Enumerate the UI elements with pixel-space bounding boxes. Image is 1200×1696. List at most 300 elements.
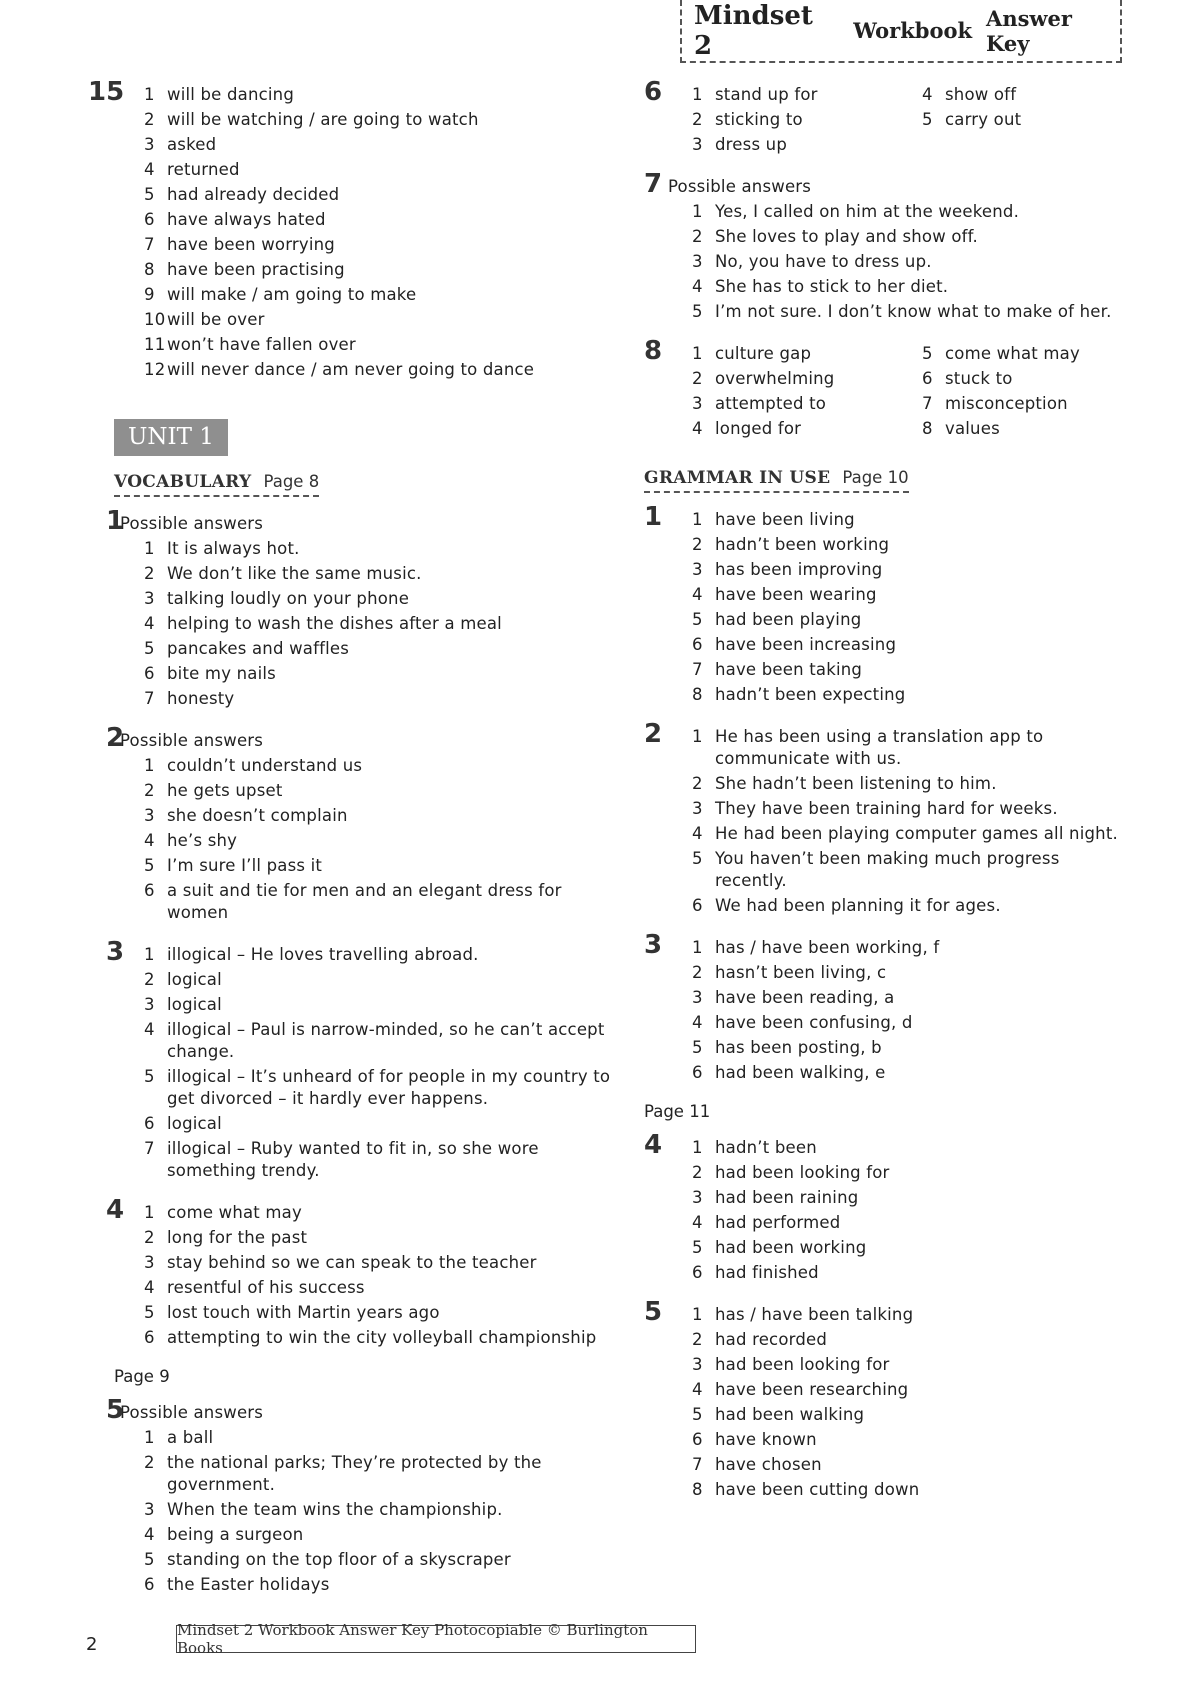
answer-item <box>922 391 1152 416</box>
answer-text: the Easter holidays <box>167 1574 330 1594</box>
vocab-exercise-3 <box>96 937 616 1183</box>
answer-text: longed for <box>715 418 802 438</box>
answer-item <box>144 992 616 1017</box>
page-number: 2 <box>86 1634 98 1655</box>
vocab-exercise-2 <box>96 723 616 925</box>
answer-item <box>144 1450 616 1497</box>
answer-item <box>692 507 1134 532</box>
answer-text: helping to wash the dishes after a meal <box>167 613 502 633</box>
answer-text: have been taking <box>715 659 863 679</box>
answer-number: 2 <box>692 369 703 388</box>
vocab-exercise-1 <box>96 506 616 711</box>
answer-item <box>144 207 616 232</box>
exercise-number: 2 <box>644 719 663 749</box>
answer-item <box>692 657 1134 682</box>
answer-number: 4 <box>692 419 703 438</box>
page-label: Page 9 <box>114 1367 170 1386</box>
answer-number: 7 <box>692 1455 703 1474</box>
answer-key-label: Answer Key <box>986 5 1072 56</box>
answer-item <box>692 1160 1134 1185</box>
answers-intro: Possible answers <box>668 177 812 196</box>
answer-text: the national parks; They’re protected by the government. <box>167 1452 542 1494</box>
answer-item <box>692 391 922 416</box>
answers-intro: Possible answers <box>120 514 264 533</box>
answer-number: 6 <box>144 1114 155 1133</box>
answer-text: When the team wins the championship. <box>167 1499 503 1519</box>
answer-text: had finished <box>715 1262 819 1282</box>
answer-text: They have been training hard for weeks. <box>715 798 1058 818</box>
answer-number: 3 <box>144 135 155 154</box>
answer-item <box>144 282 616 307</box>
answer-item <box>144 778 616 803</box>
answer-item <box>144 1572 616 1597</box>
answer-number: 3 <box>692 1188 703 1207</box>
exercise-number: 3 <box>644 930 663 960</box>
grammar-exercise-4 <box>644 1130 1134 1285</box>
answer-item <box>692 607 1134 632</box>
answer-text: has been improving <box>715 559 883 579</box>
answer-number: 9 <box>144 285 155 304</box>
answer-text: honesty <box>167 688 235 708</box>
answer-number: 2 <box>144 781 155 800</box>
answer-item <box>692 724 1134 771</box>
answer-item <box>692 893 1134 918</box>
answer-number: 8 <box>144 260 155 279</box>
answer-text: have chosen <box>715 1454 822 1474</box>
answer-number: 2 <box>144 564 155 583</box>
answer-text: culture gap <box>715 343 812 363</box>
copyright-footer: Mindset 2 Workbook Answer Key Photocopiable © Burlington Books <box>176 1625 696 1653</box>
answer-item <box>144 686 616 711</box>
answer-item <box>144 828 616 853</box>
exercise-number: 6 <box>644 77 663 107</box>
answer-number: 6 <box>692 896 703 915</box>
answer-number: 4 <box>922 85 933 104</box>
book-title: Mindset 2 <box>694 0 813 61</box>
answer-item <box>144 1425 616 1450</box>
answer-item <box>692 1185 1134 1210</box>
answer-item <box>144 307 616 332</box>
answer-number: 4 <box>692 1380 703 1399</box>
answer-text: have been living <box>715 509 855 529</box>
answer-number: 1 <box>144 85 155 104</box>
answer-number: 4 <box>692 1013 703 1032</box>
exercise-number: 2 <box>106 723 125 753</box>
vocab-exercise-7 <box>644 169 1134 324</box>
section-title: GRAMMAR IN USE <box>644 468 831 488</box>
answer-text: bite my nails <box>167 663 276 683</box>
answer-text: overwhelming <box>715 368 835 388</box>
answer-text: dress up <box>715 134 788 154</box>
answer-number: 2 <box>692 1330 703 1349</box>
answer-text: couldn’t understand us <box>167 755 363 775</box>
answer-text: resentful of his success <box>167 1277 365 1297</box>
answer-text: come what may <box>945 343 1080 363</box>
answer-item <box>144 942 616 967</box>
exercise-number: 5 <box>106 1395 125 1425</box>
answer-text: She hadn’t been listening to him. <box>715 773 997 793</box>
answer-item <box>692 771 1134 796</box>
answer-text: misconception <box>945 393 1068 413</box>
answer-item <box>692 299 1134 324</box>
answer-item <box>692 1377 1134 1402</box>
answer-number: 3 <box>144 995 155 1014</box>
answer-number: 1 <box>144 1428 155 1447</box>
answer-number: 1 <box>144 756 155 775</box>
page-label: Page 11 <box>644 1102 711 1121</box>
answer-number: 5 <box>144 185 155 204</box>
answer-text: illogical – It’s unheard of for people in my country to get divorced – it hardly ever happens. <box>167 1066 611 1108</box>
answer-item <box>144 536 616 561</box>
answer-number: 2 <box>692 535 703 554</box>
unit-label: UNIT 1 <box>114 419 228 456</box>
answer-item <box>692 960 1134 985</box>
answer-text: hadn’t been working <box>715 534 890 554</box>
answer-text: had already decided <box>167 184 340 204</box>
answer-text: It is always hot. <box>167 538 300 558</box>
answer-text: had recorded <box>715 1329 828 1349</box>
answer-number: 7 <box>144 1139 155 1158</box>
answer-number: 1 <box>144 1203 155 1222</box>
answer-item <box>692 532 1134 557</box>
exercise-number: 3 <box>106 937 125 967</box>
answer-item <box>692 274 1134 299</box>
exercise-15 <box>88 77 616 382</box>
answer-text: have been cutting down <box>715 1479 920 1499</box>
answer-text: carry out <box>945 109 1022 129</box>
answer-text: he gets upset <box>167 780 283 800</box>
page-reference: Page 8 <box>263 472 320 491</box>
answer-text: returned <box>167 159 240 179</box>
answers-col-2 <box>922 82 1152 157</box>
answer-item <box>144 1497 616 1522</box>
answer-item <box>922 107 1152 132</box>
answer-text: will be over <box>167 309 265 329</box>
answer-number: 1 <box>692 1138 703 1157</box>
answer-text: logical <box>167 969 222 989</box>
answer-text: a suit and tie for men and an elegant dress for women <box>167 880 562 922</box>
answer-number: 6 <box>692 1063 703 1082</box>
answer-text: had been looking for <box>715 1354 890 1374</box>
answer-text: show off <box>945 84 1017 104</box>
answer-item <box>144 182 616 207</box>
vocab-exercise-5 <box>96 1395 616 1597</box>
answer-item <box>144 1275 616 1300</box>
grammar-exercise-5 <box>644 1297 1134 1502</box>
answer-number: 2 <box>692 963 703 982</box>
answer-item <box>144 332 616 357</box>
answer-number: 5 <box>692 610 703 629</box>
answer-item <box>692 557 1134 582</box>
vocab-exercise-6 <box>644 77 1134 157</box>
left-column <box>88 77 616 1614</box>
answer-text: has / have been talking <box>715 1304 914 1324</box>
answer-item <box>692 1427 1134 1452</box>
answer-number: 3 <box>144 589 155 608</box>
answer-item <box>922 82 1152 107</box>
answer-number: 3 <box>144 806 155 825</box>
answer-number: 7 <box>692 660 703 679</box>
answer-item <box>692 821 1134 846</box>
answer-number: 8 <box>692 1480 703 1499</box>
answer-item <box>692 582 1134 607</box>
answer-text: have been reading, a <box>715 987 895 1007</box>
answer-item <box>144 257 616 282</box>
exercise-number: 1 <box>106 506 125 536</box>
answer-item <box>692 632 1134 657</box>
answer-item <box>144 132 616 157</box>
answer-item <box>144 1325 616 1350</box>
answer-item <box>144 611 616 636</box>
answer-number: 4 <box>144 1278 155 1297</box>
answers-col-1 <box>692 82 922 157</box>
answer-number: 8 <box>692 685 703 704</box>
answer-text: logical <box>167 1113 222 1133</box>
answer-text: She loves to play and show off. <box>715 226 978 246</box>
answer-item <box>692 1352 1134 1377</box>
answer-number: 5 <box>692 1038 703 1057</box>
answer-text: attempting to win the city volleyball championship <box>167 1327 597 1347</box>
answer-text: I’m sure I’ll pass it <box>167 855 323 875</box>
answer-item <box>692 132 922 157</box>
answer-number: 5 <box>144 856 155 875</box>
answer-text: had been walking <box>715 1404 865 1424</box>
answer-number: 5 <box>692 302 703 321</box>
answer-number: 6 <box>144 664 155 683</box>
answer-text: stand up for <box>715 84 818 104</box>
exercise-number: 5 <box>644 1297 663 1327</box>
answer-text: had been raining <box>715 1187 859 1207</box>
answer-number: 4 <box>144 614 155 633</box>
answers-intro: Possible answers <box>120 1403 264 1422</box>
vocab-exercise-8 <box>644 336 1134 441</box>
answer-item <box>144 107 616 132</box>
answer-item <box>144 878 616 925</box>
answer-number: 12 <box>144 360 166 379</box>
answer-item <box>692 1452 1134 1477</box>
answer-item <box>144 1522 616 1547</box>
answer-item <box>922 341 1152 366</box>
answer-text: illogical – He loves travelling abroad. <box>167 944 479 964</box>
answer-item <box>144 1111 616 1136</box>
answer-number: 1 <box>144 945 155 964</box>
exercise-number: 8 <box>644 336 663 366</box>
answer-text: had been playing <box>715 609 862 629</box>
answer-text: Yes, I called on him at the weekend. <box>715 201 1020 221</box>
answer-number: 4 <box>144 160 155 179</box>
grammar-exercise-2 <box>644 719 1134 918</box>
answer-text: have been worrying <box>167 234 335 254</box>
answer-item <box>144 853 616 878</box>
answer-number: 3 <box>144 1253 155 1272</box>
answer-number: 5 <box>692 849 703 868</box>
answer-item <box>144 661 616 686</box>
answer-item <box>692 846 1134 893</box>
answer-text: will never dance / am never going to dance <box>167 359 535 379</box>
answer-text: I’m not sure. I don’t know what to make of her. <box>715 301 1112 321</box>
answer-number: 3 <box>692 394 703 413</box>
exercise-number: 7 <box>644 169 663 199</box>
answer-text: have been increasing <box>715 634 897 654</box>
answer-text: a ball <box>167 1427 214 1447</box>
exercise-number: 15 <box>88 77 125 107</box>
answer-item <box>144 1547 616 1572</box>
answer-number: 1 <box>144 539 155 558</box>
answer-number: 4 <box>144 1525 155 1544</box>
answer-text: lost touch with Martin years ago <box>167 1302 440 1322</box>
answer-item <box>692 1402 1134 1427</box>
answer-number: 3 <box>692 135 703 154</box>
workbook-label: Workbook <box>853 18 973 43</box>
answer-text: talking loudly on your phone <box>167 588 410 608</box>
answer-number: 2 <box>692 1163 703 1182</box>
answer-number: 7 <box>922 394 933 413</box>
answer-text: has been posting, b <box>715 1037 882 1057</box>
answer-number: 5 <box>922 344 933 363</box>
answer-item <box>144 753 616 778</box>
answer-number: 2 <box>692 110 703 129</box>
answer-item <box>922 366 1152 391</box>
answer-text: sticking to <box>715 109 803 129</box>
answer-item <box>144 232 616 257</box>
answer-item <box>692 682 1134 707</box>
answer-number: 1 <box>692 1305 703 1324</box>
answer-item <box>692 1477 1134 1502</box>
answer-text: had been working <box>715 1237 867 1257</box>
answer-number: 1 <box>692 344 703 363</box>
answer-key-header <box>680 0 1122 63</box>
answer-item <box>692 1035 1134 1060</box>
answer-item <box>692 1235 1134 1260</box>
answer-item <box>692 249 1134 274</box>
answer-item <box>144 82 616 107</box>
answer-item <box>692 985 1134 1010</box>
answer-number: 5 <box>692 1405 703 1424</box>
answer-number: 2 <box>144 1453 155 1472</box>
vocab-exercise-4 <box>96 1195 616 1350</box>
answer-number: 3 <box>692 988 703 1007</box>
answer-text: will make / am going to make <box>167 284 417 304</box>
answer-item <box>692 1010 1134 1035</box>
answer-text: she doesn’t complain <box>167 805 348 825</box>
answer-number: 6 <box>144 210 155 229</box>
answer-text: values <box>945 418 1000 438</box>
answer-number: 1 <box>692 510 703 529</box>
answer-text: stuck to <box>945 368 1013 388</box>
answer-number: 1 <box>692 85 703 104</box>
answer-text: has / have been working, f <box>715 937 940 957</box>
answer-item <box>692 1260 1134 1285</box>
answer-number: 2 <box>144 970 155 989</box>
answer-number: 3 <box>692 252 703 271</box>
answer-text: hadn’t been expecting <box>715 684 906 704</box>
answer-item <box>144 357 616 382</box>
answer-number: 5 <box>922 110 933 129</box>
exercise-number: 1 <box>644 502 663 532</box>
answer-item <box>692 1327 1134 1352</box>
answer-number: 6 <box>692 1263 703 1282</box>
answer-number: 5 <box>144 639 155 658</box>
answers-col-2 <box>922 341 1152 441</box>
answer-text: illogical – Ruby wanted to fit in, so she wore something trendy. <box>167 1138 539 1180</box>
vocabulary-heading <box>114 472 319 497</box>
answer-item <box>692 1135 1134 1160</box>
answer-number: 2 <box>692 227 703 246</box>
answer-item <box>144 561 616 586</box>
page-reference: Page 10 <box>842 468 909 487</box>
answer-number: 4 <box>692 1213 703 1232</box>
answer-number: 6 <box>692 635 703 654</box>
answer-text: No, you have to dress up. <box>715 251 932 271</box>
answer-item <box>692 82 922 107</box>
answer-text: He has been using a translation app to communicate with us. <box>715 726 1044 768</box>
two-column-answers <box>692 82 1134 157</box>
answer-item <box>922 416 1152 441</box>
answer-item <box>692 935 1134 960</box>
answer-item <box>144 803 616 828</box>
answer-text: he’s shy <box>167 830 238 850</box>
answer-text: attempted to <box>715 393 827 413</box>
answers-col-1 <box>692 341 922 441</box>
answer-text: will be watching / are going to watch <box>167 109 479 129</box>
answer-text: pancakes and waffles <box>167 638 350 658</box>
answer-number: 6 <box>144 1575 155 1594</box>
answer-text: come what may <box>167 1202 302 1222</box>
answer-item <box>144 586 616 611</box>
answer-number: 4 <box>692 585 703 604</box>
answer-item <box>692 796 1134 821</box>
answer-number: 6 <box>692 1430 703 1449</box>
answer-item <box>692 224 1134 249</box>
answer-number: 5 <box>144 1303 155 1322</box>
answer-text: have been practising <box>167 259 345 279</box>
answer-text: won’t have fallen over <box>167 334 356 354</box>
answer-number: 6 <box>922 369 933 388</box>
answer-text: standing on the top floor of a skyscraper <box>167 1549 511 1569</box>
right-column <box>644 77 1134 1519</box>
answer-item <box>692 341 922 366</box>
answer-item <box>692 366 922 391</box>
answer-item <box>692 1210 1134 1235</box>
answer-text: had performed <box>715 1212 841 1232</box>
answer-number: 7 <box>144 689 155 708</box>
answer-text: hasn’t been living, c <box>715 962 887 982</box>
answer-item <box>144 1225 616 1250</box>
answer-item <box>144 1250 616 1275</box>
section-title: VOCABULARY <box>114 472 252 492</box>
answers-intro: Possible answers <box>120 731 264 750</box>
answer-text: hadn’t been <box>715 1137 817 1157</box>
answer-text: You haven’t been making much progress recently. <box>715 848 1060 890</box>
answer-text: She has to stick to her diet. <box>715 276 949 296</box>
answer-item <box>692 107 922 132</box>
answer-item <box>144 1017 616 1064</box>
answer-text: long for the past <box>167 1227 308 1247</box>
grammar-exercise-1 <box>644 502 1134 707</box>
answer-number: 5 <box>144 1550 155 1569</box>
answer-text: We had been planning it for ages. <box>715 895 1001 915</box>
answer-number: 1 <box>692 202 703 221</box>
answer-number: 1 <box>692 938 703 957</box>
answer-item <box>144 1300 616 1325</box>
answer-item <box>692 199 1134 224</box>
answer-number: 3 <box>692 560 703 579</box>
answer-item <box>692 1060 1134 1085</box>
two-column-answers <box>692 341 1134 441</box>
answer-item <box>144 1200 616 1225</box>
answer-item <box>144 157 616 182</box>
answer-text: We don’t like the same music. <box>167 563 422 583</box>
